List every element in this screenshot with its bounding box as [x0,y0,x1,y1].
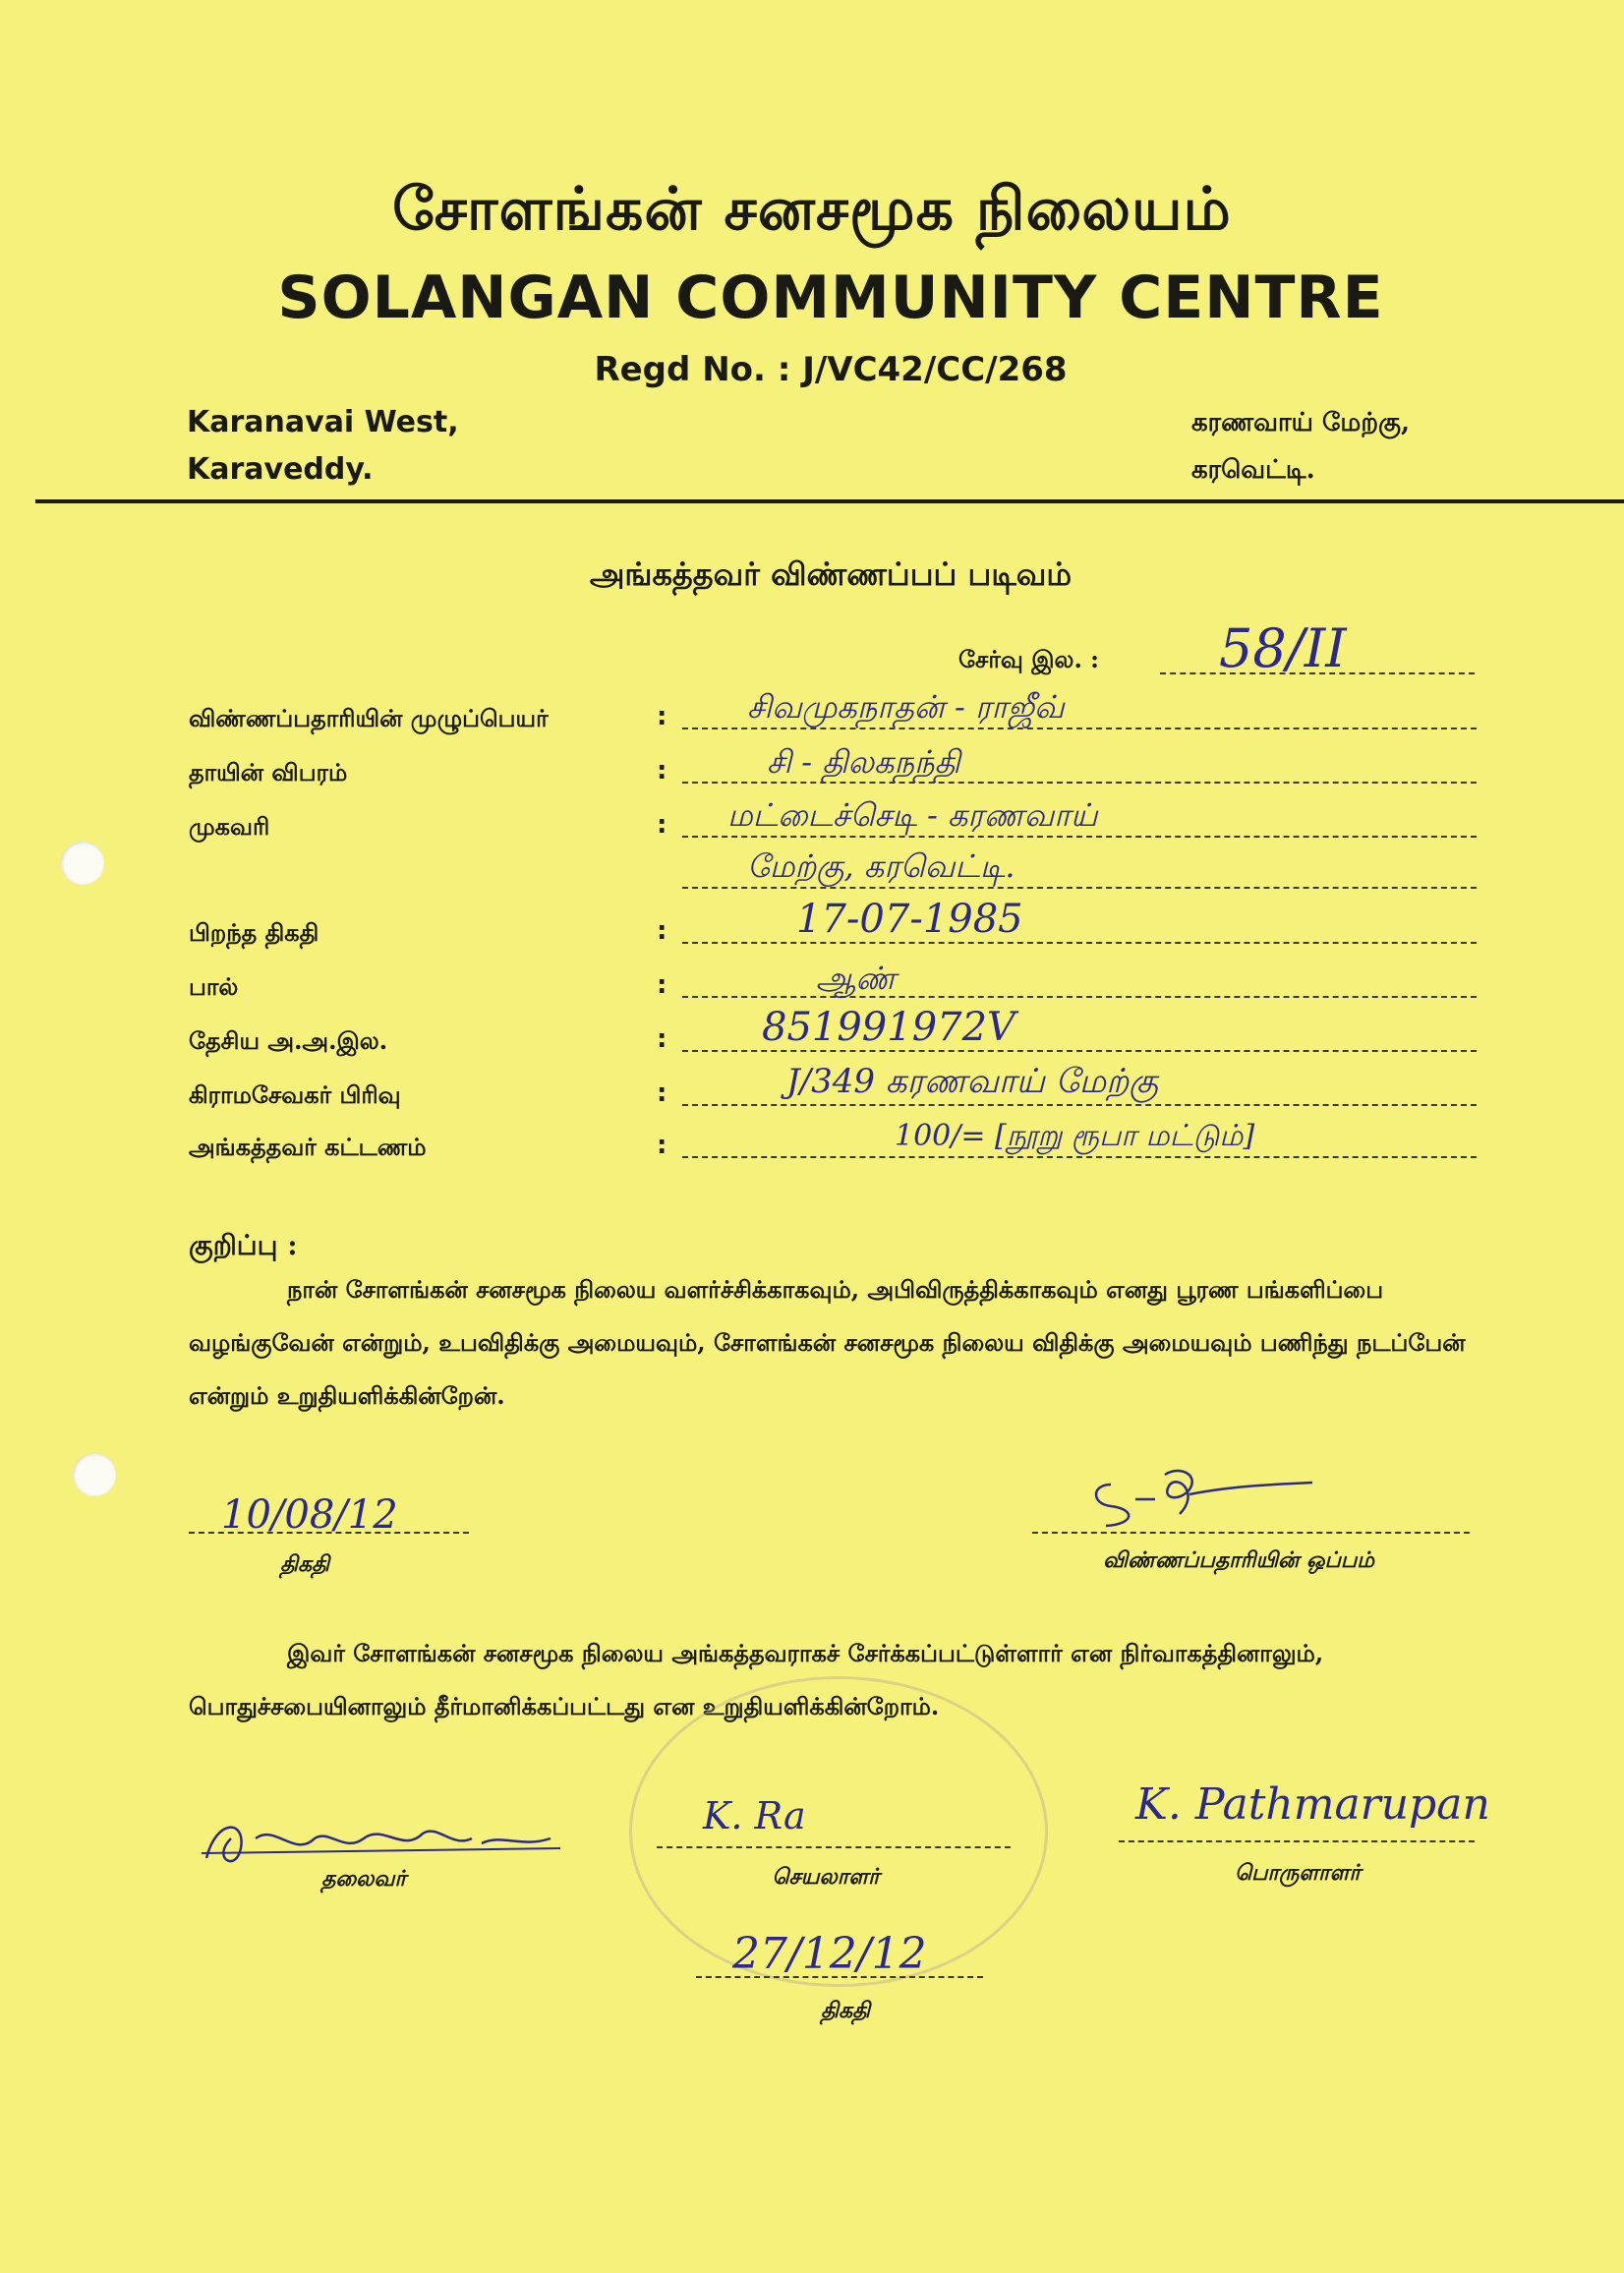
field-label-gn-division: கிராமசேவகர் பிரிவு [189,1080,401,1109]
field-colon: : [657,702,667,731]
title-english: SOLANGAN COMMUNITY CENTRE [277,263,1384,332]
field-value-gender: ஆண் [816,960,897,997]
applicant-date-value: 10/08/12 [221,1492,398,1538]
field-colon: : [657,970,667,1000]
field-colon: : [657,916,667,946]
field-label-fullname: விண்ணப்பதாரியின் முழுப்பெயர் [189,704,549,732]
field-label-mother: தாயின் விபரம் [189,758,348,787]
field-label-fee: அங்கத்தவர் கட்டணம் [189,1133,427,1161]
header-divider [35,499,1624,503]
field-colon: : [657,1024,667,1054]
field-value-address-1: மட்டைச்செடி - கரணவாய் [727,796,1098,834]
note-body: நான் சோளங்கன் சனசமூக நிலைய வளர்ச்சிக்காகவும், அபிவிருத்திக்காகவும் எனது பூரண பங்களிப்பை வழங்குவேன் என்றும், உபவிதிக்கு அமையவும், சோளங்கன் சனசமூக நிலைய விதிக்கு அமையவும் பணிந்து நடப்பேன் என்றும் உறுதியளிக்கின்றேன். [189,1275,1466,1410]
president-caption: தலைவர் [321,1866,406,1892]
field-value-fullname: சிவமுகநாதன் - ராஜீவ் [747,688,1065,726]
address-left [187,399,459,494]
field-value-nic: 851991972V [762,1005,1015,1050]
treasurer-signature-line [1119,1840,1475,1842]
treasurer-caption: பொருளாளர் [1234,1860,1362,1886]
field-value-mother: சி - திலகநந்தி [767,743,960,781]
form-title: அங்கத்தவர் விண்ணப்பப் படிவம் [589,555,1073,593]
field-line-gender [682,996,1477,998]
field-label-dob: பிறந்த திகதி [189,918,319,947]
address-right [1191,399,1410,494]
reg-no-label: சேர்வு இல. : [958,645,1100,673]
field-value-gn-division: J/349 கரணவாய் மேற்கு [786,1062,1159,1101]
field-colon: : [657,1131,667,1160]
field-colon: : [657,1078,667,1108]
treasurer-signature: K. Pathmarupan [1135,1779,1490,1830]
field-label-nic: தேசிய அ.அ.இல. [189,1026,388,1055]
field-line-dob [682,942,1477,944]
field-colon: : [657,756,667,786]
applicant-signature [1081,1455,1317,1534]
field-colon: : [657,810,667,840]
applicant-signature-caption: விண்ணப்பதாரியின் ஒப்பம் [1103,1547,1374,1573]
approval-date-value: 27/12/12 [732,1929,927,1979]
note-heading: குறிப்பு : [189,1229,298,1261]
punch-hole-bottom [73,1453,116,1496]
field-value-address-2: மேற்கு, கரவெட்டி. [747,847,1015,885]
secretary-signature: K. Ra [703,1794,806,1837]
applicant-date-caption: திகதி [279,1551,330,1577]
title-tamil: சோளங்கன் சனசமூக நிலையம் [392,175,1232,244]
punch-hole-top [61,842,104,885]
field-value-dob: 17-07-1985 [796,897,1023,942]
field-label-address: முகவரி [189,812,270,841]
address-right-line2: கரவெட்டி. [1191,455,1315,485]
declaration-body: இவர் சோளங்கன் சனசமூக நிலைய அங்கத்தவராகச் சேர்க்கப்பட்டுள்ளார் என நிர்வாகத்தினாலும், பொதுச்சபையினாலும் தீர்மானிக்கப்பட்டது என உறுதியளிக்கின்றோம். [189,1639,1324,1720]
secretary-caption: செயலாளர் [772,1864,880,1890]
address-left-line1: Karanavai West, [187,405,459,439]
secretary-signature-line [657,1846,1011,1848]
field-line-nic [682,1050,1477,1052]
field-value-fee: 100/= [நூறு ரூபா மட்டும்] [895,1119,1255,1153]
address-right-line1: கரணவாய் மேற்கு, [1191,408,1411,437]
field-label-gender: பால் [189,972,239,1001]
approval-date-caption: திகதி [820,1998,871,2023]
registration-number: Regd No. : J/VC42/CC/268 [594,350,1068,389]
address-left-line2: Karaveddy. [187,452,374,487]
reg-no-value: 58/II [1219,617,1347,679]
